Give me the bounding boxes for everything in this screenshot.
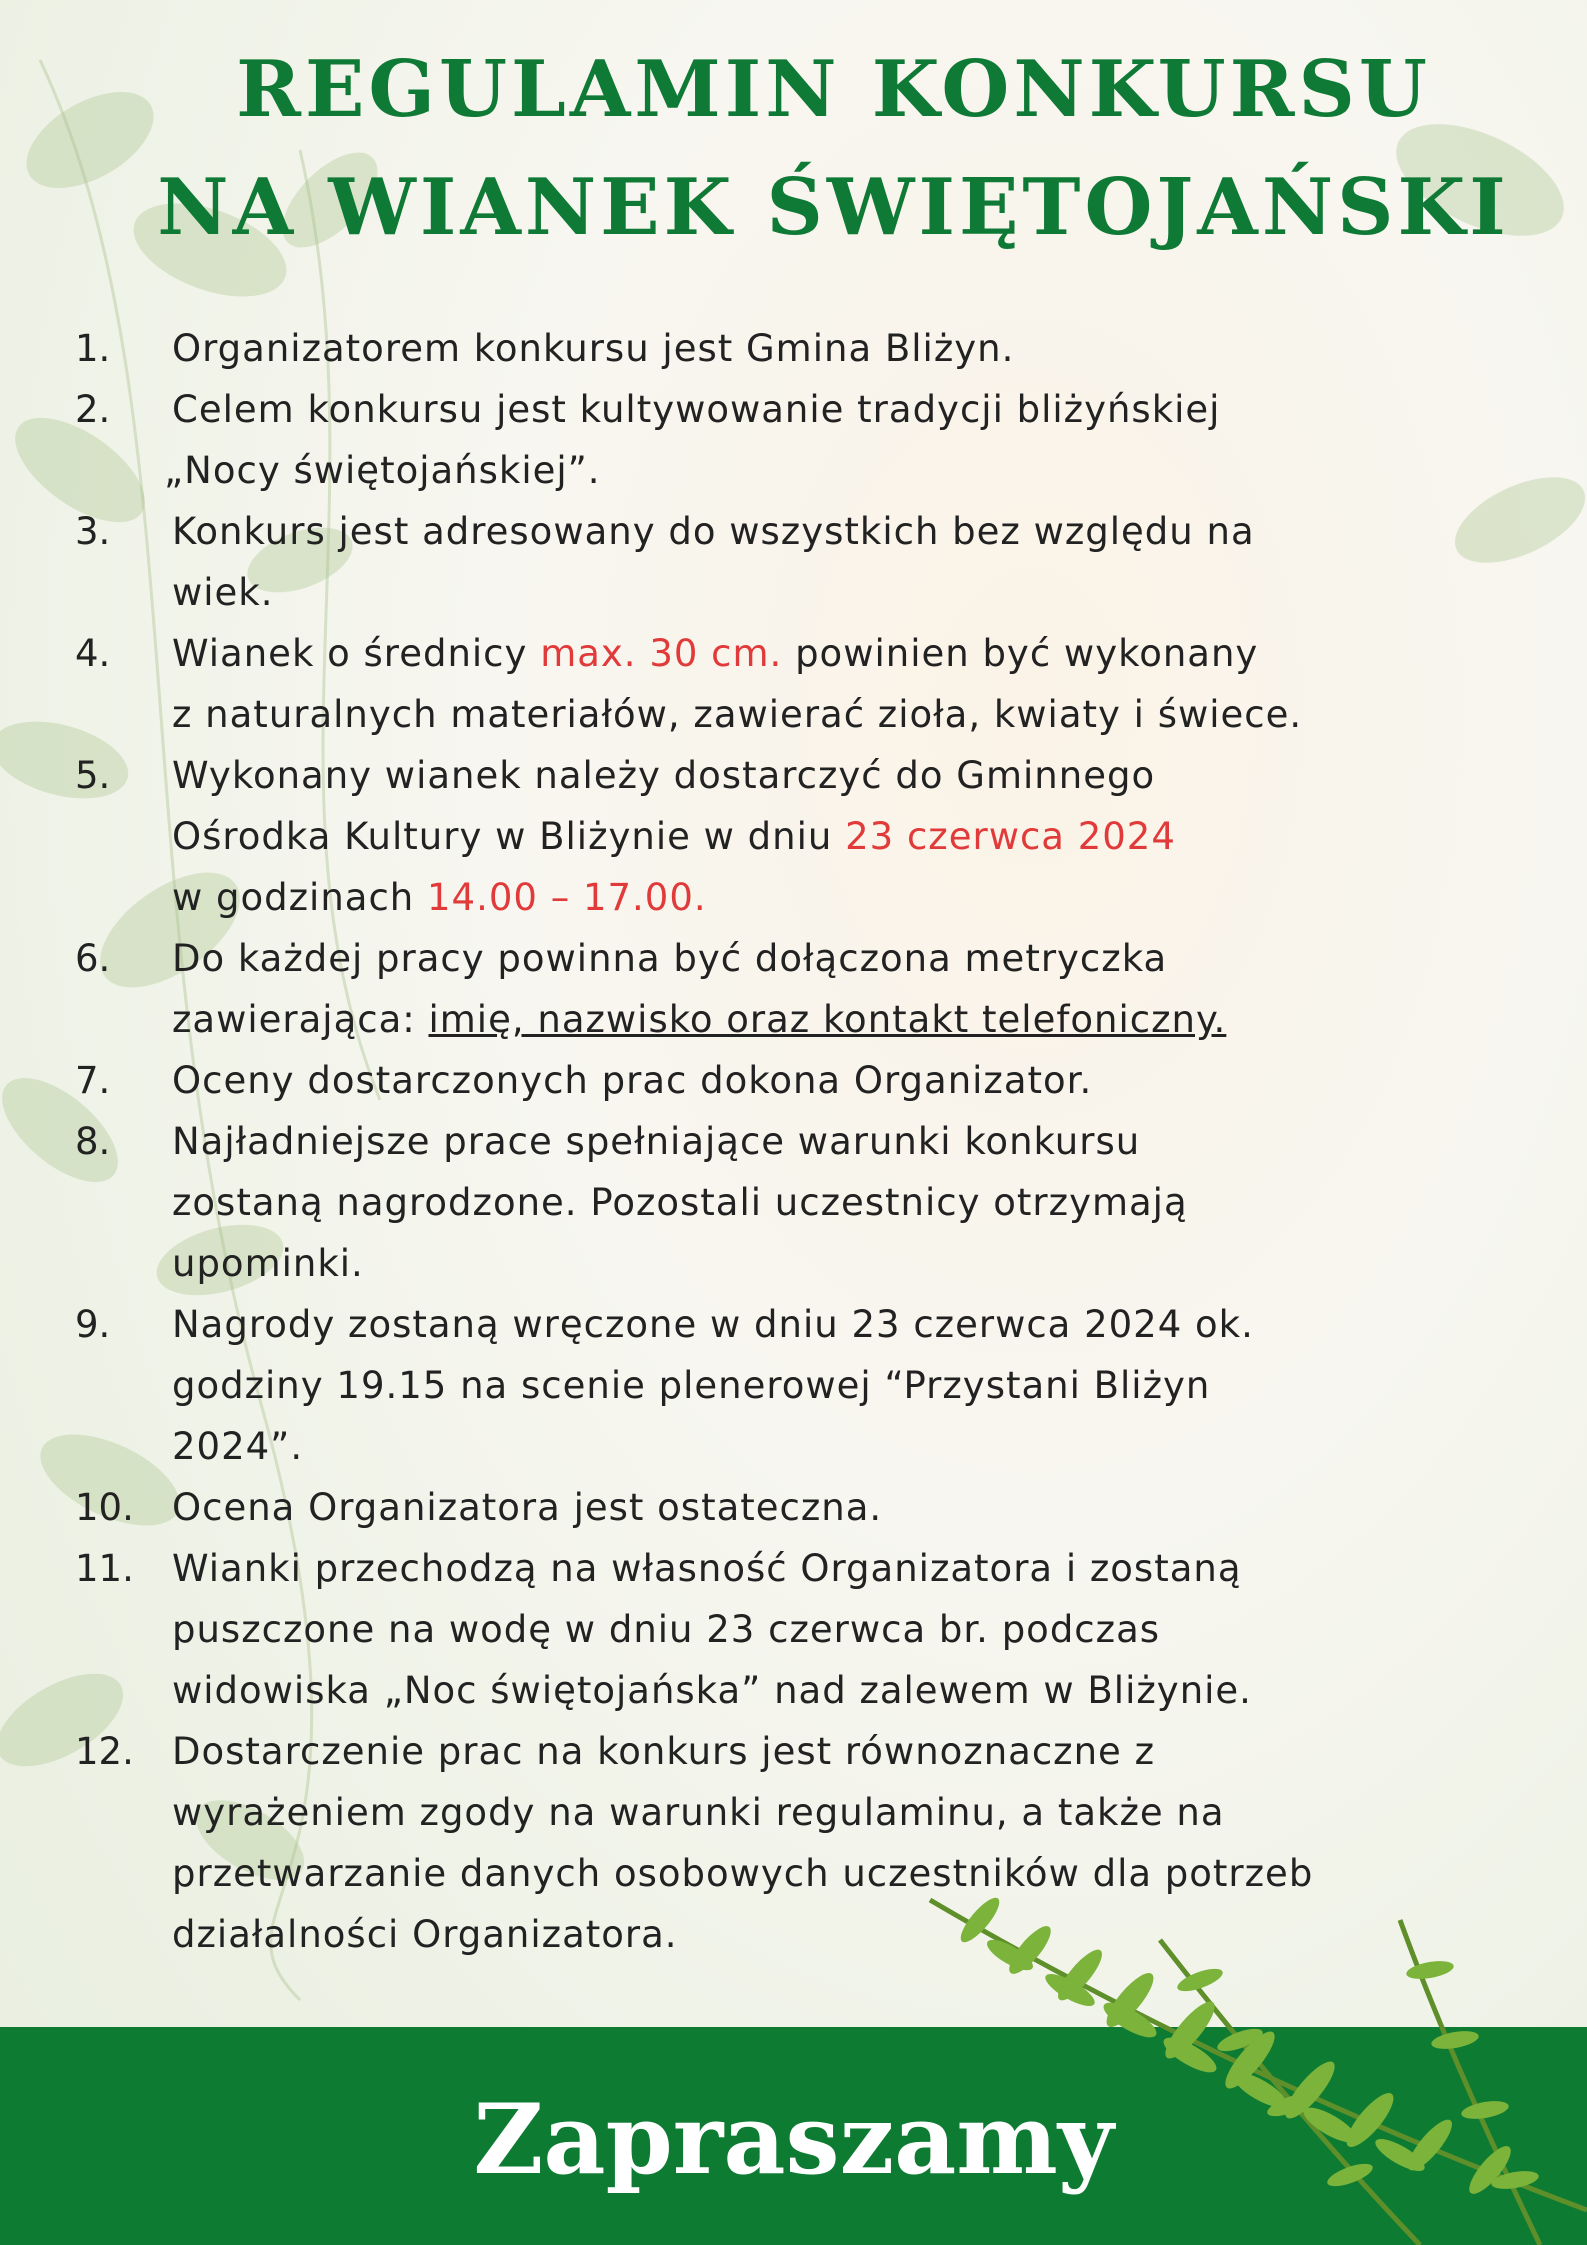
- rule-text: Dostarczenie prac na konkurs jest równoznaczne z: [172, 1730, 1155, 1773]
- rule-text: Wykonany wianek należy dostarczyć do Gminnego: [172, 754, 1156, 797]
- rule-text-part: powinien być wykonany: [782, 632, 1259, 675]
- rule-text: Nagrody zostaną wręczone w dniu 23 czerwca 2024 ok.: [172, 1303, 1254, 1346]
- rule-text: przetwarzanie danych osobowych uczestników dla potrzeb: [172, 1852, 1314, 1895]
- rule-number: 1.: [75, 327, 111, 370]
- diameter-highlight: max. 30 cm.: [540, 632, 783, 675]
- required-info-underlined: imię, nazwisko oraz kontakt telefoniczny.: [428, 998, 1227, 1041]
- rule-text: 2024”.: [172, 1425, 304, 1468]
- rule-item: [0, 1294, 1472, 1477]
- rule-number: 11.: [75, 1547, 134, 1590]
- rule-text: Do każdej pracy powinna być dołączona metryczka: [172, 937, 1168, 980]
- rule-text: godziny 19.15 na scenie plenerowej “Przystani Bliżyn: [172, 1364, 1211, 1407]
- rule-text: Celem konkursu jest kultywowanie tradycji bliżyńskiej: [172, 388, 1221, 431]
- rule-number: 6.: [75, 937, 111, 980]
- rule-text: działalności Organizatora.: [172, 1913, 678, 1956]
- rule-number: 9.: [75, 1303, 111, 1346]
- rule-number: 12.: [75, 1730, 134, 1773]
- rule-number: 4.: [75, 632, 111, 675]
- rule-number: 7.: [75, 1059, 111, 1102]
- rule-item: [0, 379, 1472, 501]
- rule-item: [0, 1538, 1472, 1721]
- rule-text: widowiska „Noc świętojańska” nad zalewem w Bliżynie.: [172, 1669, 1252, 1712]
- page-title-line-1: REGULAMIN KONKURSU: [236, 44, 1431, 135]
- rule-text: z naturalnych materiałów, zawierać zioła, kwiaty i świece.: [172, 693, 1303, 736]
- rule-text: wiek.: [172, 571, 274, 614]
- rule-item: [0, 1111, 1472, 1294]
- rule-text-part: zawierająca:: [172, 998, 429, 1041]
- rule-number: 10.: [75, 1486, 134, 1529]
- rule-number: 5.: [75, 754, 111, 797]
- rule-text-part: Wianek o średnicy: [172, 632, 541, 675]
- rule-item: [0, 1477, 1472, 1538]
- rule-text: wyrażeniem zgody na warunki regulaminu, a także na: [172, 1791, 1225, 1834]
- rule-text: [172, 806, 1472, 867]
- rule-text-part: Ośrodka Kultury w Bliżynie w dniu: [172, 815, 846, 858]
- rule-text-part: w godzinach: [172, 876, 428, 919]
- rule-text: Najładniejsze prace spełniające warunki konkursu: [172, 1120, 1141, 1163]
- hours-highlight: 14.00 – 17.00.: [427, 876, 707, 919]
- rule-item: [0, 928, 1472, 1050]
- rule-number: 8.: [75, 1120, 111, 1163]
- rule-item: [0, 1050, 1472, 1111]
- rule-text: zostaną nagrodzone. Pozostali uczestnicy otrzymają: [172, 1181, 1188, 1224]
- rule-text: upominki.: [172, 1242, 364, 1285]
- rule-text: „Nocy świętojańskiej”.: [164, 449, 601, 492]
- rule-text: Oceny dostarczonych prac dokona Organizator.: [172, 1059, 1093, 1102]
- invite-text: Zapraszamy: [473, 2083, 1114, 2196]
- rule-text: [172, 623, 1472, 684]
- rule-item: [0, 623, 1472, 745]
- rule-text: Ocena Organizatora jest ostateczna.: [172, 1486, 883, 1529]
- rule-text: puszczone na wodę w dniu 23 czerwca br. podczas: [172, 1608, 1161, 1651]
- rule-text: Organizatorem konkursu jest Gmina Bliżyn.: [172, 327, 1015, 370]
- date-highlight: 23 czerwca 2024: [845, 815, 1176, 858]
- rule-text: Konkurs jest adresowany do wszystkich bez względu na: [172, 510, 1255, 553]
- rule-item: [0, 745, 1472, 928]
- page-title-line-2: NA WIANEK ŚWIĘTOJAŃSKI: [157, 162, 1510, 253]
- rule-number: 2.: [75, 388, 111, 431]
- rules-list: [0, 318, 1472, 1965]
- rule-text: Wianki przechodzą na własność Organizatora i zostaną: [172, 1547, 1242, 1590]
- rule-text: [172, 867, 1472, 928]
- rule-item: [0, 318, 1472, 379]
- rule-item: [0, 501, 1472, 623]
- rule-number: 3.: [75, 510, 111, 553]
- rule-text: [172, 989, 1472, 1050]
